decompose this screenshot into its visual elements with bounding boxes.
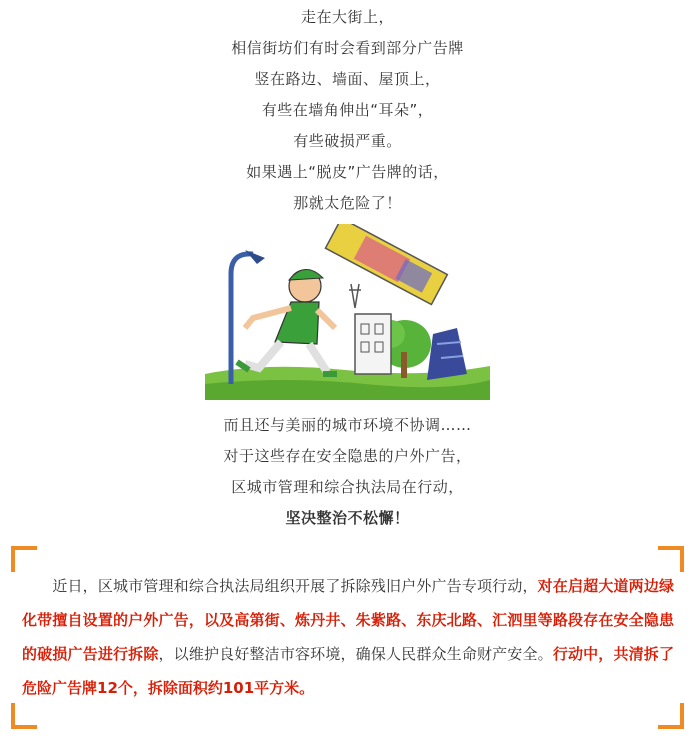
corner-bracket-bottom-left	[11, 703, 37, 729]
paragraph-intro: 近日，区城市管理和综合执法局组织开展了拆除残旧户外广告专项行动，	[52, 577, 538, 595]
intro-poem-bottom	[0, 410, 695, 534]
paragraph-highlight-result: 行动中，共清拆了危险广告牌12个，拆除面积约101平方米。	[22, 645, 674, 697]
poem-line: 相信街坊们有时会看到部分广告牌	[231, 39, 464, 57]
poem-line: 而且还与美丽的城市环境不协调……	[223, 416, 472, 434]
poem-line: 有些在墙角伸出“耳朵”，	[261, 101, 434, 119]
corner-bracket-bottom-right	[658, 703, 684, 729]
falling-billboard-icon	[205, 224, 490, 400]
poem-line: 对于这些存在安全隐患的户外广告，	[223, 447, 472, 465]
poem-line: 有些破损严重。	[293, 132, 402, 150]
poem-emphasis-line: 坚决整治不松懈！	[285, 509, 410, 527]
poem-line: 如果遇上“脱皮”广告牌的话，	[246, 163, 449, 181]
news-paragraph	[22, 569, 674, 705]
cartoon-illustration	[205, 224, 490, 400]
intro-poem-top	[0, 2, 695, 219]
paragraph-middle: ，以维护良好整洁市容环境，确保人民群众生命财产安全。	[158, 645, 553, 663]
poem-line: 区城市管理和综合执法局在行动，	[231, 478, 464, 496]
paragraph-highlight-removal: 对在启超大道两边绿化带擅自设置的户外广告，以及高第街、炼丹井、朱紫路、东庆北路、汇泗里等路段存在安全隐患的破损广告进行拆除	[22, 577, 674, 663]
poem-line: 走在大街上，	[300, 8, 394, 26]
poem-line: 竖在路边、墙面、屋顶上，	[254, 70, 441, 88]
news-paragraph-frame	[11, 546, 684, 729]
poem-line: 那就太危险了！	[293, 194, 402, 212]
